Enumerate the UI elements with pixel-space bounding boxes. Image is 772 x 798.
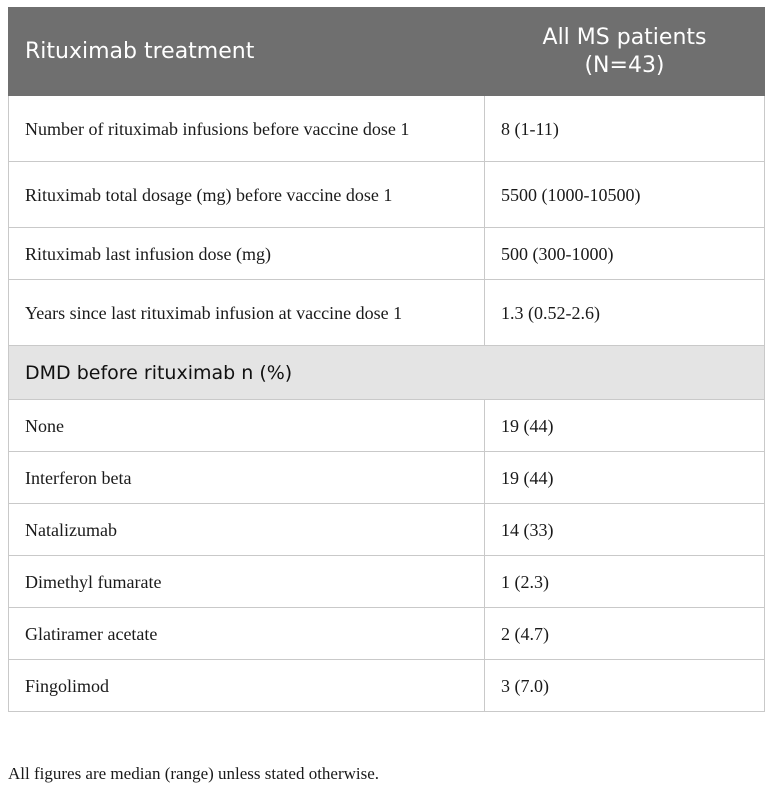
row-value: 5500 (1000-10500)	[485, 162, 765, 228]
row-label: Rituximab last infusion dose (mg)	[9, 228, 485, 280]
row-value: 500 (300-1000)	[485, 228, 765, 280]
table-row	[9, 162, 765, 228]
row-label: Glatiramer acetate	[9, 608, 485, 660]
row-value: 19 (44)	[485, 452, 765, 504]
section-header-row	[9, 346, 765, 400]
row-label: Years since last rituximab infusion at vaccine dose 1	[9, 280, 485, 346]
table-row	[9, 660, 765, 712]
row-value: 1.3 (0.52-2.6)	[485, 280, 765, 346]
header-treatment: Rituximab treatment	[9, 8, 485, 96]
row-label: None	[9, 400, 485, 452]
table-row	[9, 608, 765, 660]
header-patient-count: (N=43)	[584, 52, 665, 78]
row-label: Dimethyl fumarate	[9, 556, 485, 608]
table-row	[9, 96, 765, 162]
header-all-ms-patients-label: All MS patients	[542, 24, 707, 50]
table-header-row	[9, 8, 765, 96]
row-value: 1 (2.3)	[485, 556, 765, 608]
row-value: 2 (4.7)	[485, 608, 765, 660]
table-row	[9, 228, 765, 280]
section-title: DMD before rituximab n (%)	[9, 346, 765, 400]
row-value: 19 (44)	[485, 400, 765, 452]
row-value: 8 (1-11)	[485, 96, 765, 162]
table-row	[9, 400, 765, 452]
row-value: 3 (7.0)	[485, 660, 765, 712]
table-row	[9, 504, 765, 556]
table-row	[9, 556, 765, 608]
row-label: Fingolimod	[9, 660, 485, 712]
row-label: Number of rituximab infusions before vaccine dose 1	[9, 96, 485, 162]
row-value: 14 (33)	[485, 504, 765, 556]
row-label: Interferon beta	[9, 452, 485, 504]
rituximab-table	[8, 7, 765, 712]
table-row	[9, 280, 765, 346]
row-label: Rituximab total dosage (mg) before vaccine dose 1	[9, 162, 485, 228]
header-all-ms-patients	[485, 8, 765, 96]
row-label: Natalizumab	[9, 504, 485, 556]
table-footnote: All figures are median (range) unless stated otherwise.	[8, 764, 380, 783]
table-row	[9, 452, 765, 504]
